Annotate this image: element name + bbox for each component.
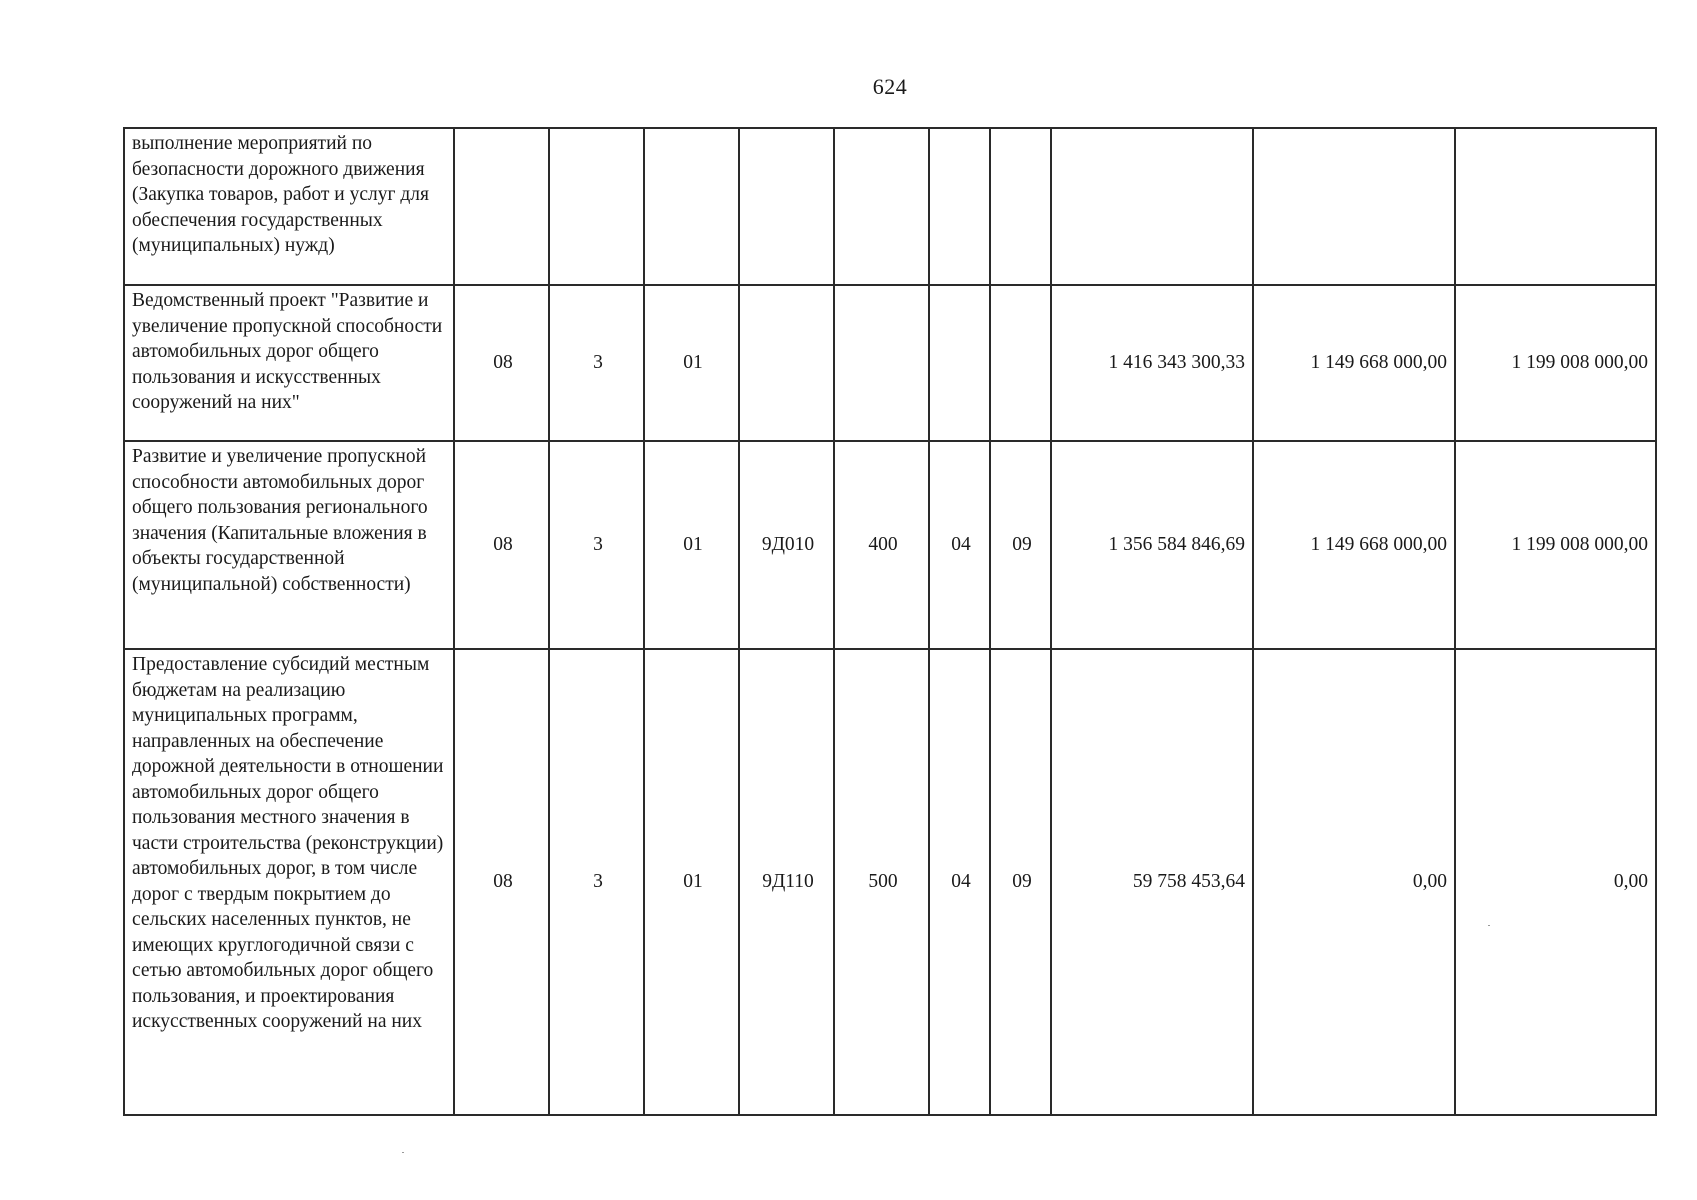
page-number: 624 [872, 74, 908, 99]
table-row [124, 285, 1656, 441]
amount-cell: 1 199 008 000,00 [1455, 285, 1656, 441]
code-cell [990, 128, 1051, 285]
code-cell: 04 [929, 649, 990, 1115]
row-description: выполнение мероприятий по безопасности дорожного движения (Закупка товаров, работ и услуг для обеспечения государственных (муниципальных) нужд) [124, 128, 454, 285]
table-row [124, 649, 1656, 1115]
amount-cell [1455, 128, 1656, 285]
table-row [124, 128, 1656, 285]
code-cell [834, 128, 929, 285]
amount-cell: 1 416 343 300,33 [1051, 285, 1253, 441]
amount-cell: 1 149 668 000,00 [1253, 441, 1455, 649]
code-cell [990, 285, 1051, 441]
code-cell [929, 128, 990, 285]
code-cell [454, 128, 549, 285]
amount-cell: 1 199 008 000,00 [1455, 441, 1656, 649]
code-cell: 3 [549, 285, 644, 441]
code-cell: 400 [834, 441, 929, 649]
code-cell: 01 [644, 649, 739, 1115]
code-cell: 09 [990, 649, 1051, 1115]
amount-cell: 0,00 [1253, 649, 1455, 1115]
amount-cell: 1 356 584 846,69 [1051, 441, 1253, 649]
code-cell [549, 128, 644, 285]
code-cell: 500 [834, 649, 929, 1115]
code-cell [739, 128, 834, 285]
amount-cell [1253, 128, 1455, 285]
code-cell: 08 [454, 285, 549, 441]
amount-cell: 59 758 453,64 [1051, 649, 1253, 1115]
code-cell [739, 285, 834, 441]
code-cell: 01 [644, 285, 739, 441]
row-description: Ведомственный проект "Развитие и увеличение пропускной способности автомобильных дорог общего пользования и искусственных сооружений на них" [124, 285, 454, 441]
code-cell: 08 [454, 649, 549, 1115]
row-description: Предоставление субсидий местным бюджетам на реализацию муниципальных программ, направленных на обеспечение дорожной деятельности в отношении автомобильных дорог общего пользования местного значения в части строительства (реконструкции) автомобильных дорог, в том числе дорог с твердым покрытием до сельских населенных пунктов, не имеющих круглогодичной связи с сетью автомобильных дорог общего пользования, и проектирования искусственных сооружений на них [124, 649, 454, 1115]
scan-speck [1488, 925, 1490, 926]
table-row [124, 441, 1656, 649]
amount-cell [1051, 128, 1253, 285]
code-cell [644, 128, 739, 285]
code-cell: 3 [549, 649, 644, 1115]
budget-table [123, 127, 1657, 1116]
code-cell: 3 [549, 441, 644, 649]
code-cell [929, 285, 990, 441]
amount-cell: 0,00 [1455, 649, 1656, 1115]
code-cell: 9Д010 [739, 441, 834, 649]
row-description: Развитие и увеличение пропускной способности автомобильных дорог общего пользования регионального значения (Капитальные вложения в объекты государственной (муниципальной) собственности) [124, 441, 454, 649]
scan-speck [402, 1152, 404, 1153]
code-cell: 01 [644, 441, 739, 649]
code-cell: 09 [990, 441, 1051, 649]
amount-cell: 1 149 668 000,00 [1253, 285, 1455, 441]
code-cell: 04 [929, 441, 990, 649]
code-cell [834, 285, 929, 441]
code-cell: 08 [454, 441, 549, 649]
code-cell: 9Д110 [739, 649, 834, 1115]
